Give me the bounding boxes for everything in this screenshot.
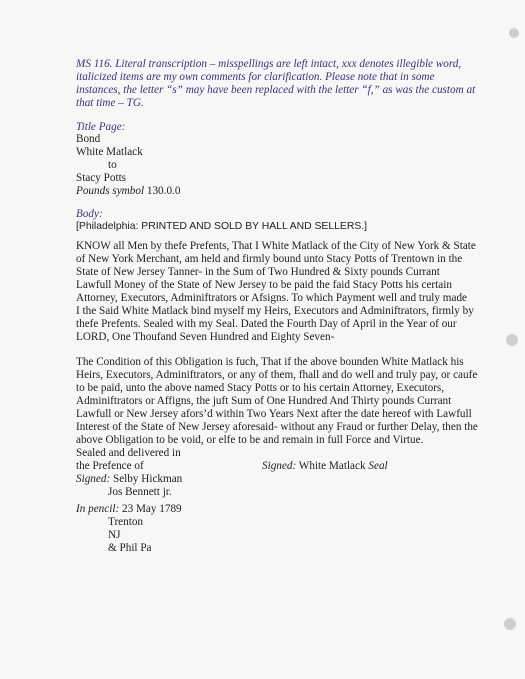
pencil-note: NJ	[108, 529, 121, 541]
sealed-line: the Prefence of	[76, 460, 144, 472]
witness-line	[76, 473, 182, 486]
hole-punch-mark	[504, 618, 516, 630]
para1-line: State of New Jersey Tanner- in the Sum of Two Hundred & Sixty pounds Currant	[76, 266, 440, 278]
pencil-label: In pencil:	[76, 503, 120, 515]
signed-label: Signed:	[262, 460, 297, 472]
para2-line: The Condition of this Obligation is fuch, That if the above bounden White Matlack his	[76, 356, 464, 368]
pounds-label: Pounds symbol	[76, 185, 145, 197]
pounds-line	[76, 185, 180, 198]
sealed-line: Sealed and delivered in	[76, 447, 181, 459]
witness-name: Jos Bennett jr.	[108, 486, 172, 498]
signed-label: Signed:	[76, 473, 111, 485]
para2-line: Heirs, Executors, Adminiftrators, or any of them, fhall and do well and truly pay, or caufe	[76, 369, 478, 381]
para2-line: Lawfull or New Jersey afors’d within Two Years Next after the date hereof with Lawfull	[76, 408, 472, 420]
seal-label: Seal	[368, 460, 388, 472]
pencil-line	[76, 503, 182, 516]
pencil-date: 23 May 1789	[121, 503, 182, 515]
para2-line: Adminiftrators or Affigns, the juft Sum of One Hundred And Thirty pounds Currant	[76, 395, 452, 407]
signer-line	[262, 460, 388, 473]
intro-line: italicized items are my own comments for clarification. Please note that in some	[76, 71, 435, 83]
para2-line: above Obligation to be void, or elfe to be and remain in full Force and Virtue.	[76, 434, 424, 446]
para2-line: Interest of the State of New Jersey aforesaid- without any Fraud or further Delay, then the	[76, 421, 478, 433]
title-line: Bond	[76, 133, 101, 145]
witness-name: Selby Hickman	[112, 473, 183, 485]
intro-line: instances, the letter “s” may have been replaced with the letter “f,” as was the custom at	[76, 84, 476, 96]
title-line: to	[108, 159, 117, 171]
body-heading: Body:	[76, 208, 103, 220]
pounds-value: 130.0.0	[146, 185, 181, 197]
para1-line: KNOW all Men by thefe Prefents, That I White Matlack of the City of New York & State	[76, 240, 476, 252]
para1-line: LORD, One Thoufand Seven Hundred and Eighty Seven-	[76, 331, 335, 343]
para1-line: thefe Prefents. Sealed with my Seal. Dated the Fourth Day of April in the Year of our	[76, 318, 457, 330]
para1-line: Attorney, Executors, Adminiftrators or Afsigns. To which Payment well and truly made	[76, 292, 468, 304]
intro-line: that time – TG.	[76, 97, 144, 109]
para1-line: of New York Merchant, am held and firmly bound unto Stacy Potts of Trentown in the	[76, 253, 463, 265]
printed-by: [Philadelphia: PRINTED AND SOLD BY HALL AND SELLERS.]	[76, 221, 368, 232]
para1-line: Lawfull Money of the State of New Jersey to be paid the faid Stacy Potts his certain	[76, 279, 452, 291]
title-heading: Title Page:	[76, 121, 126, 133]
hole-punch-mark	[506, 334, 518, 346]
pencil-note: & Phil Pa	[108, 542, 152, 554]
para2-line: to be paid, unto the above named Stacy Potts or to his certain Attorney, Executors,	[76, 382, 445, 394]
title-line: White Matlack	[76, 146, 143, 158]
pencil-note: Trenton	[108, 516, 144, 528]
intro-line: MS 116. Literal transcription – misspellings are left intact, xxx denotes illegible word,	[76, 58, 462, 70]
hole-punch-mark	[509, 28, 519, 38]
para1-line: I the Said White Matlack bind myself my Heirs, Executors and Adminiftrators, firmly by	[76, 305, 474, 317]
signer-name: White Matlack	[298, 460, 366, 472]
title-line: Stacy Potts	[76, 172, 127, 184]
